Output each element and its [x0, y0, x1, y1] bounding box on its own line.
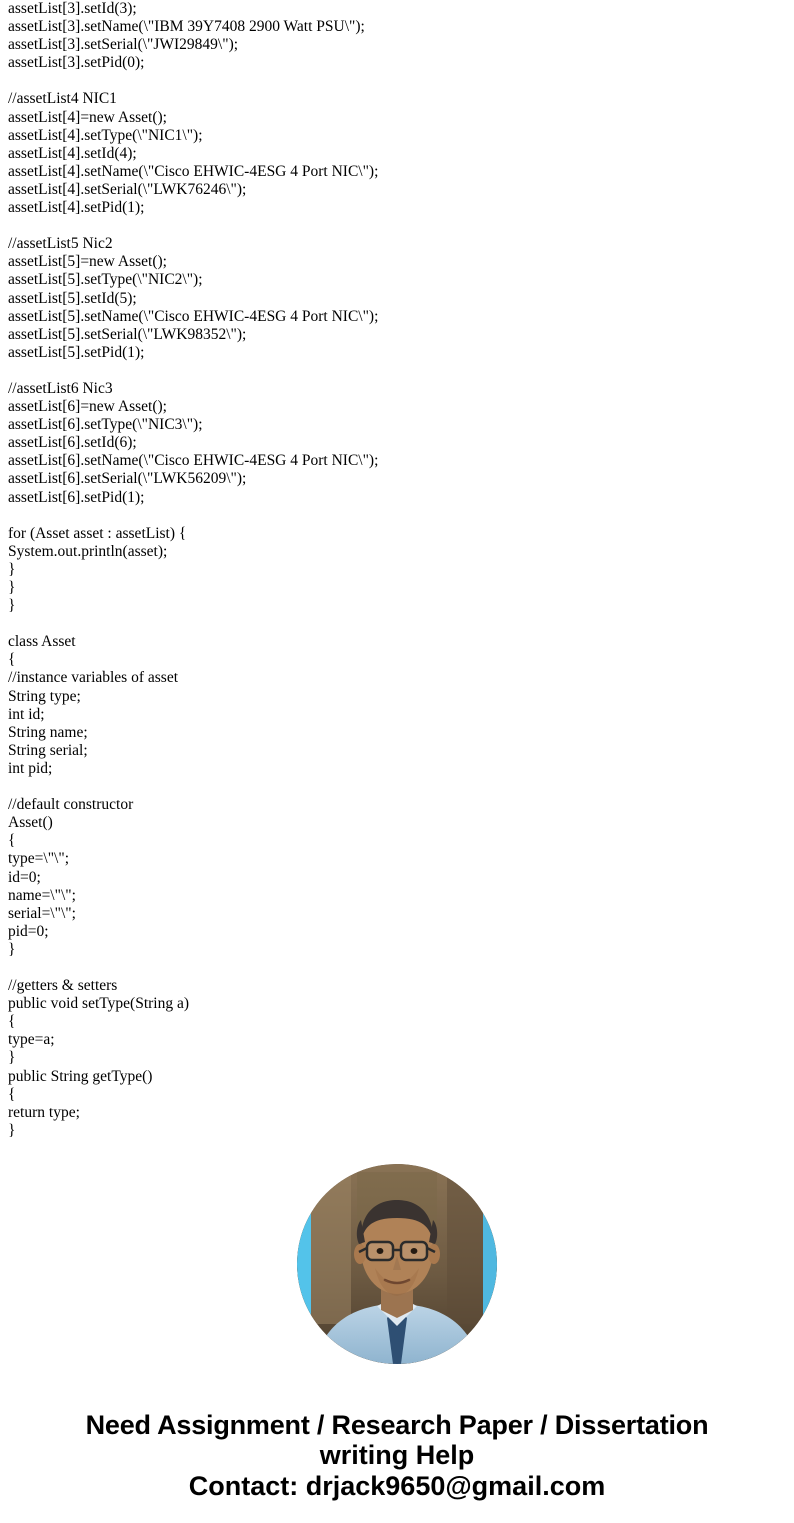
- code-line: assetList[5].setId(5);: [8, 289, 137, 307]
- code-line: [8, 959, 786, 977]
- code-line: System.out.println(asset);: [8, 542, 168, 560]
- code-line: //assetList4 NIC1: [8, 90, 117, 108]
- code-line: [8, 507, 786, 525]
- code-line: //assetList5 Nic2: [8, 235, 113, 253]
- code-line: [8, 362, 786, 380]
- code-line: //default constructor: [8, 796, 134, 814]
- code-line: assetList[4].setName(\"Cisco EHWIC-4ESG 4 Port NIC\");: [8, 162, 379, 180]
- code-line: String name;: [8, 723, 88, 741]
- code-line: assetList[6].setName(\"Cisco EHWIC-4ESG 4 Port NIC\");: [8, 452, 379, 470]
- code-line: type=a;: [8, 1031, 55, 1049]
- code-line: public String getType(): [8, 1067, 153, 1085]
- code-line: }: [8, 579, 16, 596]
- code-line: }: [8, 1121, 16, 1139]
- promo-headline-line2: writing Help: [319, 1439, 475, 1470]
- avatar-container: [8, 1164, 786, 1364]
- code-line: assetList[6]=new Asset();: [8, 398, 167, 416]
- code-line: assetList[5]=new Asset();: [8, 253, 167, 271]
- code-line: assetList[5].setName(\"Cisco EHWIC-4ESG 4 Port NIC\");: [8, 307, 379, 325]
- code-line: assetList[6].setType(\"NIC3\");: [8, 416, 203, 434]
- code-line: assetList[6].setSerial(\"LWK56209\");: [8, 470, 247, 488]
- code-line: pid=0;: [8, 922, 49, 940]
- code-line: [8, 615, 786, 633]
- code-line: assetList[4]=new Asset();: [8, 108, 167, 126]
- code-line: assetList[3].setPid(0);: [8, 54, 145, 72]
- code-line: for (Asset asset : assetList) {: [8, 524, 187, 542]
- code-line: {: [8, 1013, 16, 1031]
- code-line: public void setType(String a): [8, 995, 190, 1013]
- code-line: assetList[6].setPid(1);: [8, 488, 145, 506]
- code-line: [8, 72, 786, 90]
- java-code-listing: [8, 0, 786, 1140]
- code-line: {: [8, 832, 16, 850]
- code-line: int id;: [8, 705, 45, 723]
- code-line: Asset(): [8, 814, 53, 832]
- promo-section: [8, 1164, 786, 1501]
- code-line: type=\"\";: [8, 850, 70, 868]
- code-line: {: [8, 651, 16, 669]
- code-line: String serial;: [8, 741, 88, 759]
- code-line: assetList[3].setName(\"IBM 39Y7408 2900 Watt PSU\");: [8, 18, 365, 36]
- code-line: name=\"\";: [8, 886, 76, 904]
- code-line: id=0;: [8, 868, 41, 886]
- code-line: assetList[3].setSerial(\"JWI29849\");: [8, 36, 239, 54]
- promo-headline-line1: Need Assignment / Research Paper / Dissertation: [85, 1409, 709, 1440]
- code-line: }: [8, 940, 16, 958]
- code-line: }: [8, 1049, 16, 1067]
- avatar-photo-icon: [297, 1164, 497, 1364]
- code-line: assetList[3].setId(3);: [8, 0, 137, 17]
- code-line: assetList[5].setSerial(\"LWK98352\");: [8, 325, 247, 343]
- code-line: //assetList6 Nic3: [8, 379, 113, 397]
- code-line: [8, 217, 786, 235]
- code-line: class Asset: [8, 633, 76, 651]
- code-line: assetList[4].setSerial(\"LWK76246\");: [8, 180, 247, 198]
- avatar: [297, 1164, 497, 1364]
- code-line: assetList[6].setId(6);: [8, 434, 137, 452]
- code-line: serial=\"\";: [8, 904, 76, 922]
- code-line: //getters & setters: [8, 977, 118, 995]
- code-line: }: [8, 560, 16, 578]
- code-line: assetList[4].setType(\"NIC1\");: [8, 126, 203, 144]
- code-line: assetList[4].setId(4);: [8, 144, 137, 162]
- code-line: //instance variables of asset: [8, 669, 179, 687]
- code-line: assetList[5].setType(\"NIC2\");: [8, 271, 203, 289]
- code-line: assetList[5].setPid(1);: [8, 343, 145, 361]
- promo-contact-email: Contact: drjack9650@gmail.com: [188, 1470, 606, 1501]
- code-line: int pid;: [8, 759, 53, 777]
- code-line: }: [8, 597, 16, 615]
- code-line: String type;: [8, 687, 81, 705]
- code-line: return type;: [8, 1103, 80, 1121]
- code-line: [8, 778, 786, 796]
- code-line: assetList[4].setPid(1);: [8, 199, 145, 217]
- code-line: {: [8, 1085, 16, 1103]
